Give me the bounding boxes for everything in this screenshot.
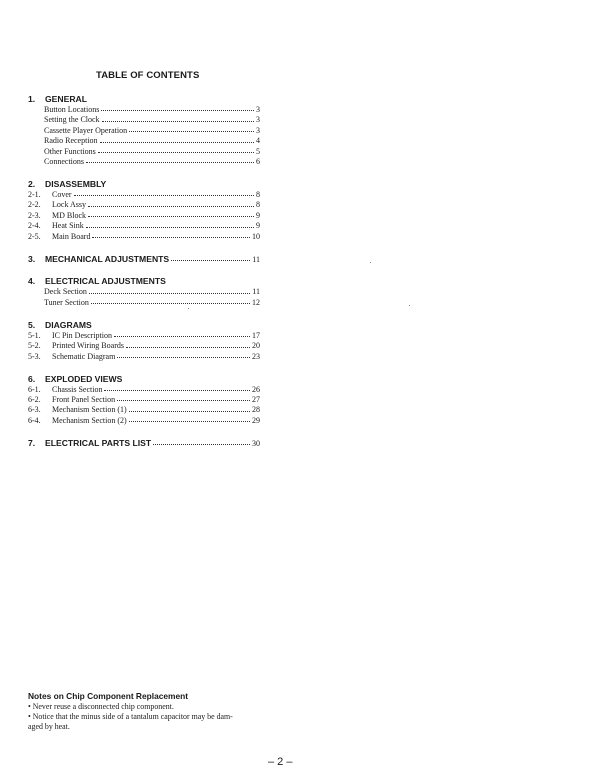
entry-label: Printed Wiring Boards xyxy=(52,341,124,351)
page-ref: 9 xyxy=(256,210,260,220)
dot-leader xyxy=(117,357,250,358)
toc-title: TABLE OF CONTENTS xyxy=(96,70,200,81)
entry-number: 6-4. xyxy=(28,415,41,425)
entry-label: Mechanism Section (1) xyxy=(52,405,127,415)
section-number: 4. xyxy=(28,276,36,287)
section-number: 1. xyxy=(28,94,36,104)
entry-number: 6-3. xyxy=(28,405,41,415)
entry-label: Lock Assy xyxy=(52,200,86,210)
page-ref: 8 xyxy=(256,200,260,210)
entry-label: Cover xyxy=(52,190,72,200)
page-ref: 29 xyxy=(252,415,260,425)
toc-entry xyxy=(28,126,260,136)
dot-leader xyxy=(86,227,254,228)
toc-entry xyxy=(28,190,260,200)
section-number: 5. xyxy=(28,319,36,330)
toc-section xyxy=(28,93,260,167)
section-heading xyxy=(28,253,260,265)
section-title: MECHANICAL ADJUSTMENTS xyxy=(45,253,170,264)
section-title: EXPLODED VIEWS xyxy=(45,373,123,384)
toc-entry xyxy=(28,157,260,167)
section-number: 2. xyxy=(28,179,36,190)
page-ref: 3 xyxy=(256,125,260,135)
entry-label: Deck Section xyxy=(44,287,87,297)
section-heading xyxy=(28,437,260,449)
dot-leader xyxy=(86,162,254,163)
dot-leader xyxy=(102,121,254,122)
section-title: GENERAL xyxy=(45,94,88,104)
section-heading xyxy=(28,373,260,385)
page-ref: 27 xyxy=(252,395,260,405)
toc-entry xyxy=(28,136,260,146)
page-ref: 12 xyxy=(252,297,260,307)
section-number: 3. xyxy=(28,253,36,264)
toc-entry xyxy=(28,352,260,362)
toc-entry xyxy=(28,298,260,308)
entry-number: 6-2. xyxy=(28,395,41,405)
entry-number: 2-2. xyxy=(28,200,41,210)
section-title: DISASSEMBLY xyxy=(45,179,107,190)
toc-entry xyxy=(28,331,260,341)
section-title: DIAGRAMS xyxy=(45,319,92,330)
entry-label: Mechanism Section (2) xyxy=(52,415,127,425)
entry-number: 2-3. xyxy=(28,210,41,220)
page-ref: 9 xyxy=(256,221,260,231)
page-ref: 11 xyxy=(252,287,260,297)
toc-entry xyxy=(28,232,260,242)
toc-section xyxy=(28,373,260,427)
entry-label: Chassis Section xyxy=(52,384,103,394)
entry-label: Other Functions xyxy=(44,146,96,156)
section-heading xyxy=(28,319,260,331)
page-ref: 20 xyxy=(252,341,260,351)
entry-number: 5-2. xyxy=(28,341,41,351)
dot-leader xyxy=(153,444,250,445)
toc-entry xyxy=(28,221,260,231)
toc-entry xyxy=(28,287,260,297)
dot-leader xyxy=(100,142,254,143)
page-ref: 10 xyxy=(252,231,260,241)
section-heading xyxy=(28,178,260,190)
page-ref: 3 xyxy=(256,105,260,114)
toc-entry xyxy=(28,211,260,221)
dot-leader xyxy=(74,195,254,196)
entry-label: Heat Sink xyxy=(52,221,84,231)
scan-speck xyxy=(188,308,189,309)
dot-leader xyxy=(101,110,254,111)
dot-leader xyxy=(171,260,250,261)
toc-entry xyxy=(28,105,260,115)
entry-label: Main Board xyxy=(52,231,91,241)
entry-label: Radio Reception xyxy=(44,136,98,146)
dot-leader xyxy=(114,336,250,337)
entry-label: Connections xyxy=(44,156,84,166)
entry-label: Front Panel Section xyxy=(52,395,116,405)
dot-leader xyxy=(98,152,254,153)
entry-number: 6-1. xyxy=(28,384,41,394)
toc-section xyxy=(28,437,260,449)
section-title: ELECTRICAL ADJUSTMENTS xyxy=(45,276,166,287)
page-ref: 28 xyxy=(252,405,260,415)
entry-label: Cassette Player Operation xyxy=(44,125,128,135)
page-ref: 4 xyxy=(256,136,260,146)
entry-number: 2-4. xyxy=(28,221,41,231)
toc-entry xyxy=(28,200,260,210)
dot-leader xyxy=(104,390,250,391)
toc-section xyxy=(28,275,260,308)
dot-leader xyxy=(117,400,250,401)
toc-entry xyxy=(28,385,260,395)
section-heading xyxy=(28,93,260,105)
section-number: 7. xyxy=(28,437,36,448)
scan-speck xyxy=(370,262,371,263)
dot-leader xyxy=(88,206,254,207)
toc-entry xyxy=(28,147,260,157)
entry-label: IC Pin Description xyxy=(52,330,112,340)
toc-entry xyxy=(28,395,260,405)
notes-block xyxy=(28,691,278,733)
page-ref: 8 xyxy=(256,190,260,200)
toc-section xyxy=(28,253,260,265)
dot-leader xyxy=(92,237,250,238)
page-ref: 30 xyxy=(252,438,260,448)
note-item: • Never reuse a disconnected chip component. xyxy=(28,702,174,711)
toc-entry xyxy=(28,341,260,351)
table-of-contents xyxy=(28,93,260,460)
page-ref: 3 xyxy=(256,115,260,125)
toc-entry xyxy=(28,416,260,426)
dot-leader xyxy=(129,411,250,412)
dot-leader xyxy=(129,421,250,422)
toc-entry xyxy=(28,405,260,415)
toc-section xyxy=(28,178,260,242)
page-ref: 23 xyxy=(252,351,260,361)
section-title: ELECTRICAL PARTS LIST xyxy=(45,437,152,448)
notes-title: Notes on Chip Component Replacement xyxy=(28,691,189,701)
entry-label: Setting the Clock xyxy=(44,115,100,125)
dot-leader xyxy=(91,303,250,304)
page-ref: 5 xyxy=(256,146,260,156)
entry-label: Button Locations xyxy=(44,105,100,114)
entry-number: 5-1. xyxy=(28,330,41,340)
toc-entry xyxy=(28,115,260,125)
page-ref: 6 xyxy=(256,156,260,166)
entry-label: Tuner Section xyxy=(44,297,89,307)
note-item: • Notice that the minus side of a tantalum capacitor may be dam- xyxy=(28,712,233,722)
dot-leader xyxy=(88,216,254,217)
entry-number: 2-1. xyxy=(28,190,41,200)
section-heading xyxy=(28,275,260,287)
page-ref: 26 xyxy=(252,384,260,394)
section-number: 6. xyxy=(28,373,36,384)
dot-leader xyxy=(129,131,254,132)
scan-speck xyxy=(409,305,410,306)
page-number: – 2 – xyxy=(268,756,293,768)
toc-section xyxy=(28,319,260,362)
page-ref: 11 xyxy=(252,254,260,264)
entry-number: 5-3. xyxy=(28,351,41,361)
dot-leader xyxy=(126,347,250,348)
page-ref: 17 xyxy=(252,330,260,340)
entry-label: Schematic Diagram xyxy=(52,351,116,361)
note-item: aged by heat. xyxy=(28,722,70,732)
entry-number: 2-5. xyxy=(28,231,41,241)
entry-label: MD Block xyxy=(52,210,86,220)
dot-leader xyxy=(89,293,250,294)
